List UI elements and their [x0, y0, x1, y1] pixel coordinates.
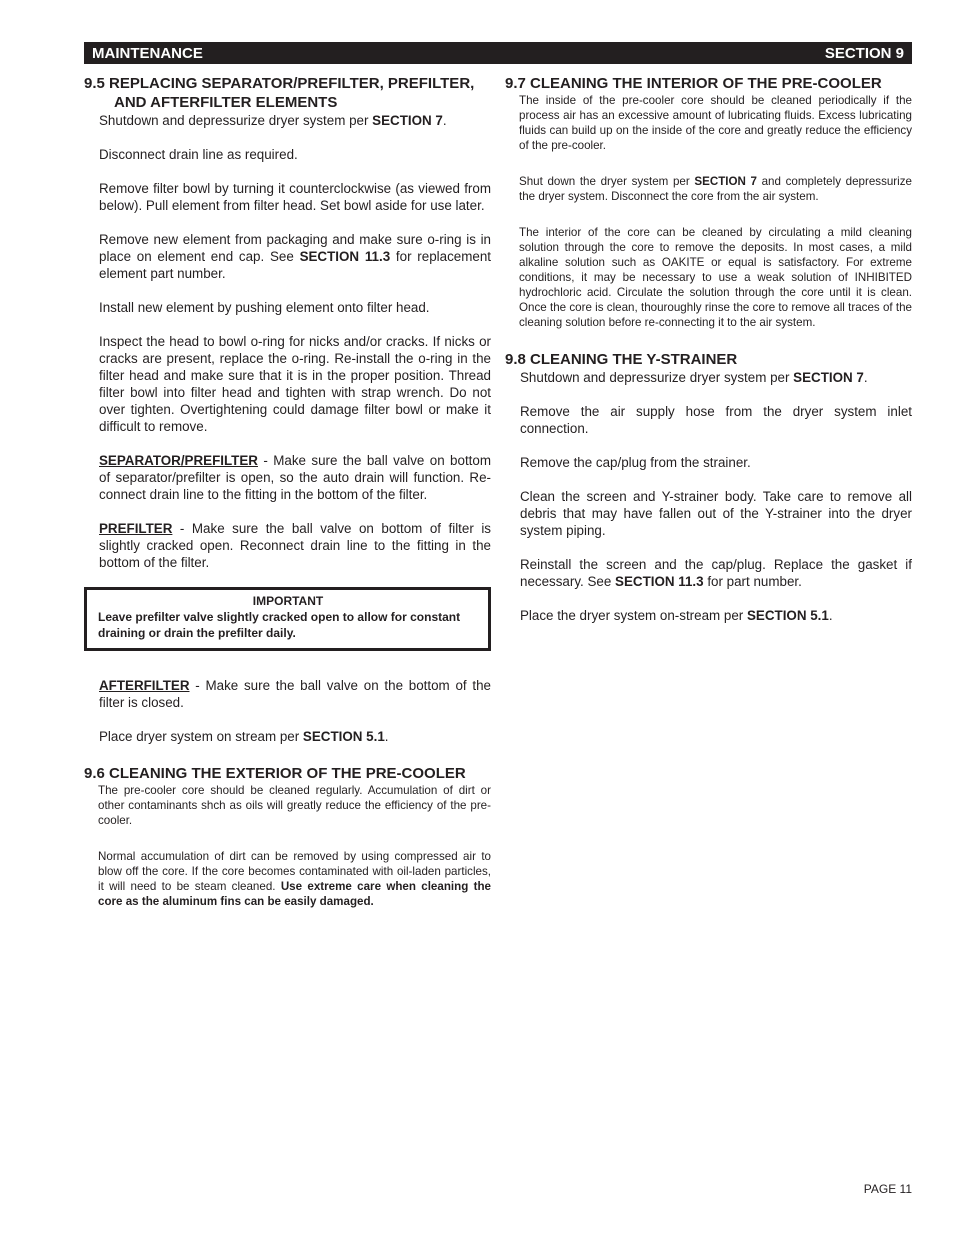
important-title: IMPORTANT — [252, 594, 324, 608]
s96-para-normal: Normal accumulation of dirt can be removed by using compressed air to blow off the core. If the core becomes contaminated with oil-laden particles, it will need to be steam cleaned. Use extreme care when cleaning the core as the aluminum fins can be easily damaged. — [98, 850, 491, 908]
section-ref: SECTION 7 — [793, 370, 864, 385]
s98-step-reinstall: Reinstall the screen and the cap/plug. Replace the gasket if necessary. See SECTION 11.3 for part number. — [520, 557, 912, 589]
section-9-7-heading: 9.7 CLEANING THE INTERIOR OF THE PRE-COOLER — [505, 75, 882, 92]
section-ref: SECTION 5.1 — [302, 729, 385, 744]
s95-separator-prefilter: SEPARATOR/PREFILTER - Make sure the ball valve on bottom of separator/prefilter is open, so the auto drain will function. Re-connect drain line to the fitting in the bottom of the filter. — [99, 453, 491, 502]
s96-para-regular: The pre-cooler core should be cleaned regularly. Accumulation of dirt or other contaminants shch as oils will greatly reduce the efficiency of the pre-cooler. — [98, 784, 491, 827]
section-ref: SECTION 5.1 — [746, 608, 829, 623]
warning-text: Use extreme care when cleaning the core as the aluminum fins can be easily damaged. — [98, 880, 491, 908]
section-ref: SECTION 11.3 — [615, 574, 704, 589]
s95-step-install: Install new element by pushing element onto filter head. — [99, 300, 430, 315]
section-9-5 — [84, 74, 491, 745]
s97-para-inside: The inside of the pre-cooler core should be cleaned periodically if the process air has an excessive amount of lubricating fluids. Excess lubricating fluids can build up on the inside of the core and greatly reduce the efficiency of the pre-cooler. — [519, 94, 912, 152]
section-9-7 — [505, 74, 912, 330]
section-9-6 — [84, 764, 491, 909]
s95-step-shutdown: Shutdown and depressurize dryer system per SECTION 7. — [99, 113, 447, 128]
s97-para-interior: The interior of the core can be cleaned by circulating a mild cleaning solution through the core to remove the deposits. In most cases, a mild alkaline solution such as OAKITE or equal is satisfactory. For extreme conditions, it may be necessary to use a weak solution of INHIBITED hydrochloric acid. Circulate the solution through the core until it is clean. Once the core is clean, thouroughly rinse the core to remove all traces of the cleaning solution before re-connecting it to the air system. — [519, 226, 912, 329]
section-9-6-heading: 9.6 CLEANING THE EXTERIOR OF THE PRE-COOLER — [84, 765, 466, 782]
section-9-5-heading: 9.5 REPLACING SEPARATOR/PREFILTER, PREFILTER, AND AFTERFILTER ELEMENTS — [84, 75, 475, 111]
s95-step-remove-bowl: Remove filter bowl by turning it counterclockwise (as viewed from below). Pull element from filter head. Set bowl aside for use later. — [99, 181, 491, 213]
s95-prefilter: PREFILTER - Make sure the ball valve on bottom of filter is slightly cracked open. Reconnect drain line to the fitting in the bottom of the filter. — [99, 521, 491, 570]
s95-afterfilter: AFTERFILTER - Make sure the ball valve on the bottom of the filter is closed. — [99, 678, 491, 710]
section-ref: SECTION 7 — [372, 113, 443, 128]
section-ref: SECTION 11.3 — [299, 249, 391, 264]
s98-step-clean: Clean the screen and Y-strainer body. Take care to remove all debris that may have fallen out of the Y-strainer into the dryer system piping. — [520, 489, 912, 538]
afterfilter-label: AFTERFILTER — [99, 678, 190, 693]
header-bar — [84, 42, 912, 64]
left-column — [84, 74, 491, 909]
s98-step-on-stream: Place the dryer system on-stream per SECTION 5.1. — [520, 608, 833, 623]
s97-para-shutdown: Shut down the dryer system per SECTION 7 and completely depressurize the dryer system. Disconnect the core from the air system. — [519, 175, 912, 203]
section-ref: SECTION 7 — [694, 175, 757, 188]
s98-step-shutdown: Shutdown and depressurize dryer system per SECTION 7. — [520, 370, 868, 385]
important-text: Leave prefilter valve slightly cracked open to allow for constant draining or drain the prefilter daily. — [98, 610, 461, 640]
s95-step-new-element: Remove new element from packaging and make sure o-ring is in place on element end cap. See SECTION 11.3 for replacement element part number. — [99, 232, 491, 281]
section-9-8 — [505, 350, 912, 624]
important-notice — [84, 587, 491, 651]
separator-prefilter-label: SEPARATOR/PREFILTER — [99, 453, 258, 468]
s95-step-on-stream: Place dryer system on stream per SECTION 5.1. — [99, 729, 389, 744]
s98-step-remove-hose: Remove the air supply hose from the dryer system inlet connection. — [520, 404, 912, 436]
section-9-8-heading: 9.8 CLEANING THE Y-STRAINER — [505, 351, 738, 368]
header-right: SECTION 9 — [824, 44, 904, 62]
s95-step-inspect: Inspect the head to bowl o-ring for nicks and/or cracks. If nicks or cracks are present, replace the o-ring. Re-install the o-ring in the filter head and make sure that it is in the proper position. Thread filter bowl into filter head and tighten with strap wrench. Do not over tighten. Overtightening could damage filter bowl or make it difficult to remove. — [99, 334, 491, 434]
s98-step-remove-cap: Remove the cap/plug from the strainer. — [520, 455, 751, 470]
prefilter-label: PREFILTER — [99, 521, 173, 536]
header-left: MAINTENANCE — [92, 44, 203, 62]
right-column — [505, 74, 912, 641]
s95-step-drain: Disconnect drain line as required. — [99, 147, 298, 162]
page-number: PAGE 11 — [863, 1182, 912, 1196]
